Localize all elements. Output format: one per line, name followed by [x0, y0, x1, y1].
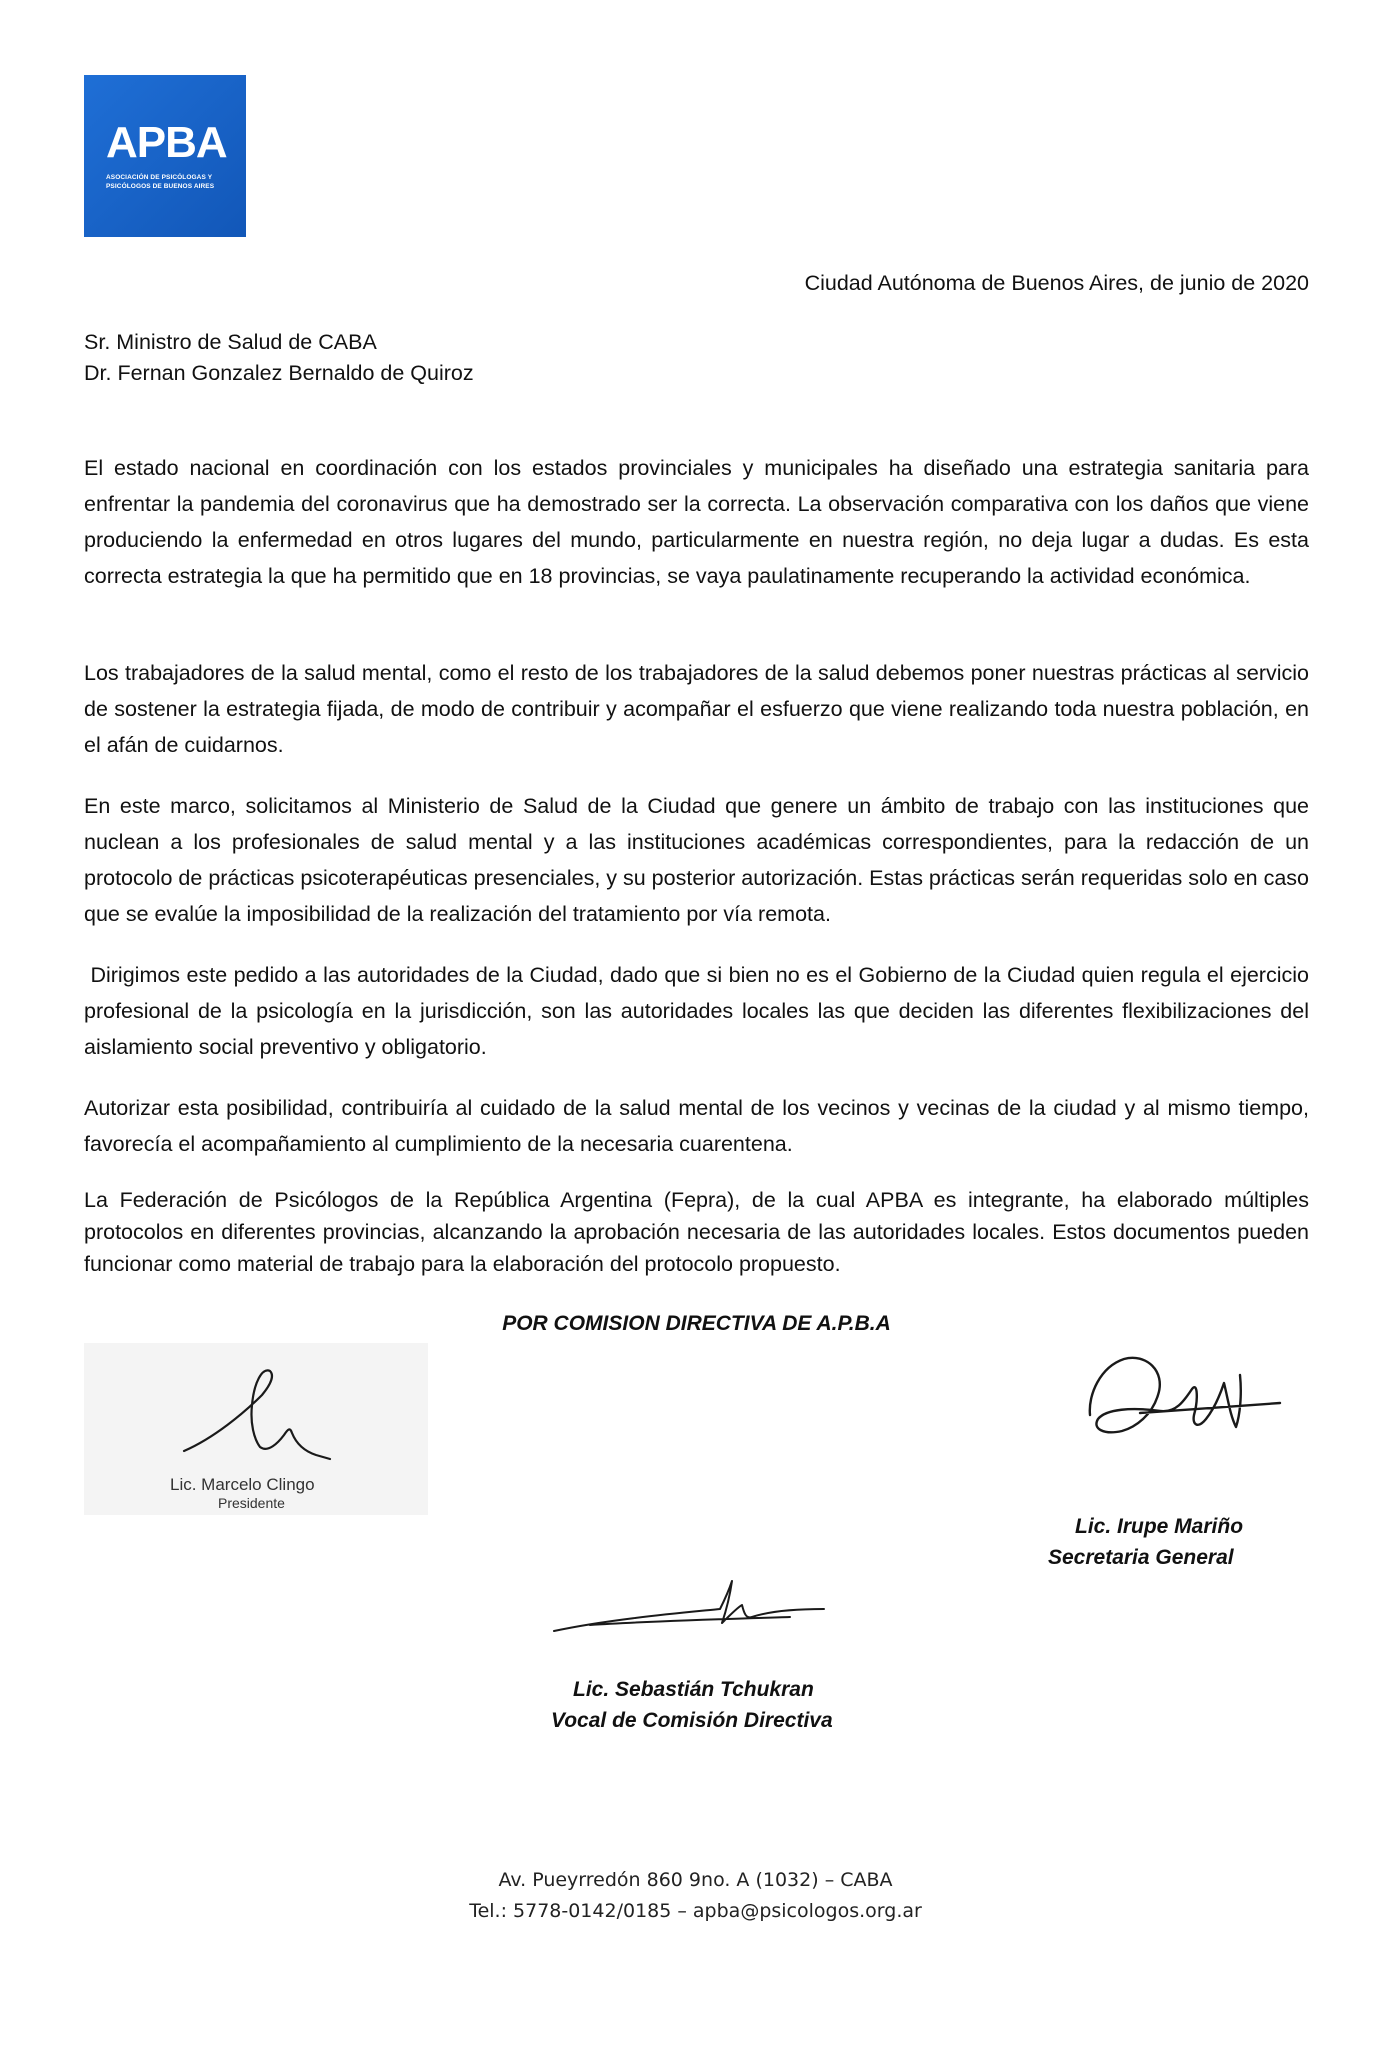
- footer-contact: Tel.: 5778-0142/0185 – apba@psicologos.org.ar: [469, 1900, 922, 1922]
- recipient-line2: Dr. Fernan Gonzalez Bernaldo de Quiroz: [84, 361, 474, 385]
- apba-logo: [84, 75, 246, 237]
- body-paragraph-4: Dirigimos este pedido a las autoridades de la Ciudad, dado que si bien no es el Gobierno de la Ciudad quien regula el ejercicio profesional de la psicología en la jurisdicción, son las autoridades locales las que deciden las diferentes flexibilizaciones del aislamiento social preventivo y obligatorio.: [84, 963, 1315, 1059]
- logo-subtitle-line2: PSICÓLOGOS DE BUENOS AIRES: [106, 183, 215, 190]
- footer-address: Av. Pueyrredón 860 9no. A (1032) – CABA: [498, 1869, 893, 1891]
- body-paragraph-2: Los trabajadores de la salud mental, como el resto de los trabajadores de la salud debemos poner nuestras prácticas al servicio de sostener la estrategia fijada, de modo de contribuir y acompañar el esfuerzo que viene realizando toda nuestra población, en el afán de cuidarnos.: [84, 661, 1309, 757]
- date-line: Ciudad Autónoma de Buenos Aires, de junio de 2020: [804, 271, 1309, 295]
- secretary-signature-image: [1080, 1345, 1290, 1455]
- vocal-role: Vocal de Comisión Directiva: [551, 1709, 833, 1732]
- signatures-heading: POR COMISION DIRECTIVA DE A.P.B.A: [502, 1312, 891, 1335]
- president-signature-box: [84, 1343, 428, 1515]
- vocal-signature-image: [550, 1575, 830, 1645]
- recipient-line1: Sr. Ministro de Salud de CABA: [84, 330, 377, 354]
- body-paragraph-6: La Federación de Psicólogos de la República Argentina (Fepra), de la cual APBA es integrante, ha elaborado múltiples protocolos en diferentes provincias, alcanzando la aprobación necesaria de las autoridades locales. Estos documentos pueden funcionar como material de trabajo para la elaboración del protocolo propuesto.: [84, 1188, 1309, 1276]
- president-role: Presidente: [218, 1495, 285, 1511]
- recipient-block: [84, 327, 474, 389]
- logo-acronym: APBA: [106, 118, 227, 167]
- logo-subtitle: [106, 173, 236, 191]
- body-paragraph-5: Autorizar esta posibilidad, contribuiría al cuidado de la salud mental de los vecinos y vecinas de la ciudad y al mismo tiempo, favorecía el acompañamiento al cumplimiento de la necesaria cuarentena.: [84, 1096, 1309, 1156]
- body-paragraph-3: En este marco, solicitamos al Ministerio de Salud de la Ciudad que genere un ámbito de trabajo con las instituciones que nuclean a los profesionales de salud mental y a las instituciones académicas correspondientes, para la redacción de un protocolo de prácticas psicoterapéuticas presenciales, y su posterior autorización. Estas prácticas serán requeridas solo en caso que se evalúe la imposibilidad de la realización del tratamiento por vía remota.: [84, 794, 1309, 926]
- secretary-name: Lic. Irupe Mariño: [1075, 1515, 1244, 1538]
- logo-subtitle-line1: ASOCIACIÓN DE PSICÓLOGAS Y: [106, 174, 213, 181]
- body-paragraph-1: El estado nacional en coordinación con los estados provinciales y municipales ha diseñado una estrategia sanitaria para enfrentar la pandemia del coronavirus que ha demostrado ser la correcta. La observación comparativa con los daños que viene produciendo la enfermedad en otros lugares del mundo, particularmente en nuestra región, no deja lugar a dudas. Es esta correcta estrategia la que ha permitido que en 18 provincias, se vaya paulatinamente recuperando la actividad económica.: [84, 456, 1309, 588]
- president-name: Lic. Marcelo Clingo: [170, 1475, 315, 1494]
- vocal-name: Lic. Sebastián Tchukran: [573, 1678, 814, 1701]
- secretary-role: Secretaria General: [1048, 1546, 1234, 1569]
